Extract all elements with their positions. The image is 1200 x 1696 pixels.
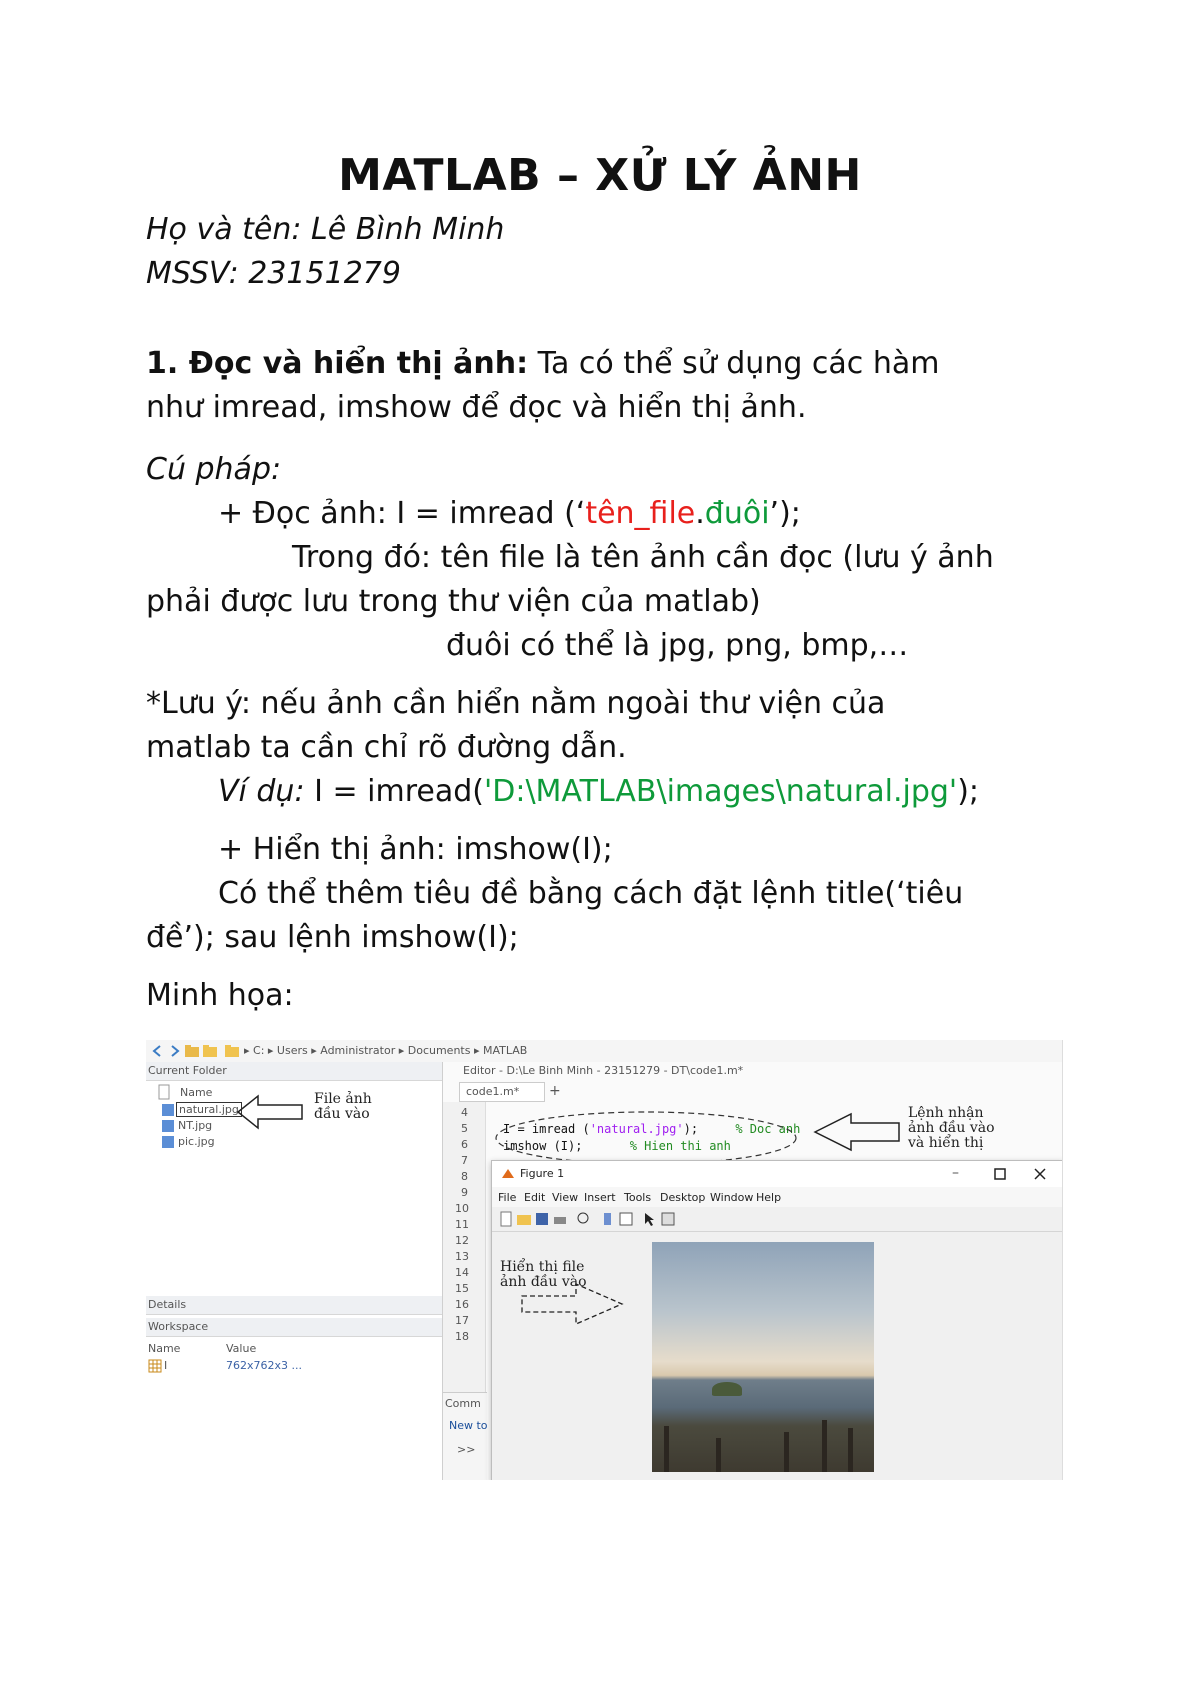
legend-icon[interactable] (618, 1211, 634, 1227)
title-line1: Có thể thêm tiêu đề bằng cách đặt lệnh title(‘tiêu (218, 876, 964, 911)
dashed-ellipse-highlight (491, 1108, 801, 1168)
line-number: 12 (455, 1234, 469, 1247)
matlab-screenshot (146, 1040, 1063, 1480)
code-imshow-comment: % Hien thi anh (629, 1139, 731, 1153)
figure-toolbar (492, 1207, 1063, 1232)
new-tab-icon[interactable]: + (549, 1083, 561, 1099)
line-number: 10 (455, 1202, 469, 1215)
code-imread-comment: % Doc anh (735, 1122, 801, 1136)
read-dot: . (695, 496, 705, 531)
read-file: tên_file (585, 496, 696, 531)
image-file-icon (160, 1134, 176, 1150)
file-item[interactable]: NT.jpg (178, 1119, 213, 1132)
illustration-label: Minh họa: (146, 978, 294, 1013)
editor-tab-label: code1.m* (466, 1085, 520, 1098)
fence-post (822, 1420, 827, 1472)
command-prompt: >> (457, 1443, 476, 1456)
details-label: Details (148, 1298, 187, 1311)
figure-note-line2: ảnh đầu vào (500, 1274, 587, 1290)
section-intro: Ta có thể sử dụng các hàm (528, 346, 940, 381)
close-icon[interactable] (1032, 1166, 1048, 1182)
line-number: 17 (455, 1314, 469, 1327)
menu-desktop[interactable]: Desktop (660, 1191, 706, 1204)
figure-window (491, 1160, 1063, 1480)
ws-variable-name[interactable]: I (164, 1359, 168, 1372)
variable-grid-icon (148, 1358, 164, 1374)
editor-title: Editor - D:\Le Binh Minh - 23151279 - DT\code1.m* (463, 1064, 744, 1077)
workspace-label: Workspace (148, 1320, 209, 1333)
new-to-matlab-link[interactable]: New to (449, 1419, 488, 1432)
cmd-note-line2: ảnh đầu vào (908, 1120, 995, 1136)
code-imshow: imshow (I); (503, 1139, 583, 1153)
ws-name-header: Name (148, 1342, 181, 1355)
folder-icon (224, 1043, 240, 1059)
section-heading-line (146, 346, 939, 382)
show-line: + Hiển thị ảnh: imshow(I); (218, 832, 613, 867)
current-folder-label: Current Folder (148, 1064, 227, 1077)
open-icon[interactable] (516, 1211, 532, 1227)
where-line1: Trong đó: tên file là tên ảnh cần đọc (lưu ý ảnh (292, 540, 994, 575)
menu-tools[interactable]: Tools (624, 1191, 652, 1204)
cmd-note-line1: Lệnh nhận (908, 1105, 984, 1121)
browse-folder-icon (202, 1043, 218, 1059)
name-column-header: Name (180, 1086, 213, 1099)
menu-edit[interactable]: Edit (524, 1191, 546, 1204)
menu-view[interactable]: View (552, 1191, 579, 1204)
figure-title: Figure 1 (520, 1167, 565, 1180)
editor-tab[interactable] (459, 1082, 545, 1102)
line-number: 4 (461, 1106, 468, 1119)
example-path: 'D:\MATLAB\images\natural.jpg' (483, 774, 958, 809)
line-number: 6 (461, 1138, 468, 1151)
file-icon (156, 1084, 172, 1100)
image-file-icon (160, 1102, 176, 1118)
ws-value-header: Value (226, 1342, 257, 1355)
line-number: 11 (455, 1218, 469, 1231)
workspace-header (146, 1318, 442, 1337)
code-imread-string: 'natural.jpg' (589, 1122, 684, 1136)
file-item[interactable]: natural.jpg (176, 1102, 242, 1117)
file-item[interactable]: pic.jpg (178, 1135, 215, 1148)
left-panel (146, 1062, 443, 1480)
line-number: 18 (455, 1330, 469, 1343)
minimize-icon[interactable]: – (952, 1165, 959, 1181)
example-line (218, 774, 979, 810)
line-number: 8 (461, 1170, 468, 1183)
line-gutter (443, 1102, 486, 1432)
title-line2: đề’); sau lệnh imshow(I); (146, 920, 519, 955)
forward-icon (166, 1043, 182, 1059)
note-line1: *Lưu ý: nếu ảnh cần hiển nằm ngoài thư viện của (146, 686, 886, 721)
figure-canvas (492, 1232, 1063, 1480)
command-window-stub (443, 1392, 487, 1480)
example-label: Ví dụ: (218, 774, 305, 809)
note-line2: matlab ta cần chỉ rõ đường dẫn. (146, 730, 627, 765)
natural-photo (652, 1242, 874, 1472)
up-folder-icon (184, 1043, 200, 1059)
read-prefix: + Đọc ảnh: I = imread (‘ (218, 496, 586, 531)
code-imread-end: ); (683, 1122, 699, 1136)
right-arrow-icon (520, 1282, 624, 1326)
path-text: ▸ C: ▸ Users ▸ Administrator ▸ Documents ▸ MATLAB (244, 1044, 528, 1057)
student-id: MSSV: 23151279 (146, 256, 401, 291)
figure-titlebar (492, 1161, 1063, 1188)
back-icon (150, 1043, 166, 1059)
maximize-icon[interactable] (992, 1166, 1008, 1182)
current-folder-header (146, 1062, 442, 1081)
section-intro-line2: như imread, imshow để đọc và hiển thị ảnh. (146, 390, 807, 425)
line-number: 13 (455, 1250, 469, 1263)
colorbar-icon[interactable] (600, 1211, 616, 1227)
ws-variable-value: 762x762x3 ... (226, 1359, 302, 1372)
menu-help[interactable]: Help (756, 1191, 782, 1204)
menu-insert[interactable]: Insert (584, 1191, 616, 1204)
code-imread: I = imread ( (503, 1122, 590, 1136)
example-suffix: ); (957, 774, 979, 809)
menu-file[interactable]: File (498, 1191, 517, 1204)
page-title: MATLAB – XỬ LÝ ẢNH (338, 150, 862, 201)
left-arrow-icon (813, 1110, 903, 1154)
where-line3: đuôi có thể là jpg, png, bmp,… (446, 628, 909, 663)
pointer-icon[interactable] (642, 1211, 658, 1227)
where-line2: phải được lưu trong thư viện của matlab) (146, 584, 761, 619)
file-note-line1: File ảnh (314, 1091, 372, 1107)
left-arrow-icon (236, 1092, 306, 1132)
image-file-icon (160, 1118, 176, 1134)
tree-shape (712, 1382, 742, 1396)
matlab-logo-icon (500, 1166, 516, 1182)
line-number: 16 (455, 1298, 469, 1311)
read-suffix: ’); (769, 496, 801, 531)
line-number: 5 (461, 1122, 468, 1135)
details-header (146, 1296, 442, 1315)
command-window-label: Comm (445, 1397, 481, 1410)
new-figure-icon[interactable] (498, 1211, 514, 1227)
fence-post (848, 1428, 853, 1472)
author-name: Họ và tên: Lê Bình Minh (146, 212, 505, 247)
menu-window[interactable]: Window (710, 1191, 754, 1204)
print-icon[interactable] (552, 1211, 568, 1227)
line-number: 9 (461, 1186, 468, 1199)
path-bar (146, 1040, 1062, 1063)
fence-post (716, 1438, 721, 1472)
read-syntax (218, 496, 801, 532)
fence-post (664, 1426, 669, 1472)
fence-post (784, 1432, 789, 1472)
file-note-line2: đầu vào (314, 1106, 370, 1122)
figure-note-line1: Hiển thị file (500, 1259, 585, 1275)
syntax-label: Cú pháp: (146, 452, 282, 487)
line-number: 14 (455, 1266, 469, 1279)
save-icon[interactable] (534, 1211, 550, 1227)
line-number: 15 (455, 1282, 469, 1295)
figure-menubar (492, 1187, 1063, 1207)
section-heading: 1. Đọc và hiển thị ảnh: (146, 346, 529, 381)
zoom-icon[interactable] (576, 1211, 592, 1227)
read-ext: đuôi (704, 496, 770, 531)
example-prefix: I = imread( (304, 774, 484, 809)
line-number: 7 (461, 1154, 468, 1167)
cmd-note-line3: và hiển thị (908, 1135, 984, 1151)
property-editor-icon[interactable] (660, 1211, 676, 1227)
